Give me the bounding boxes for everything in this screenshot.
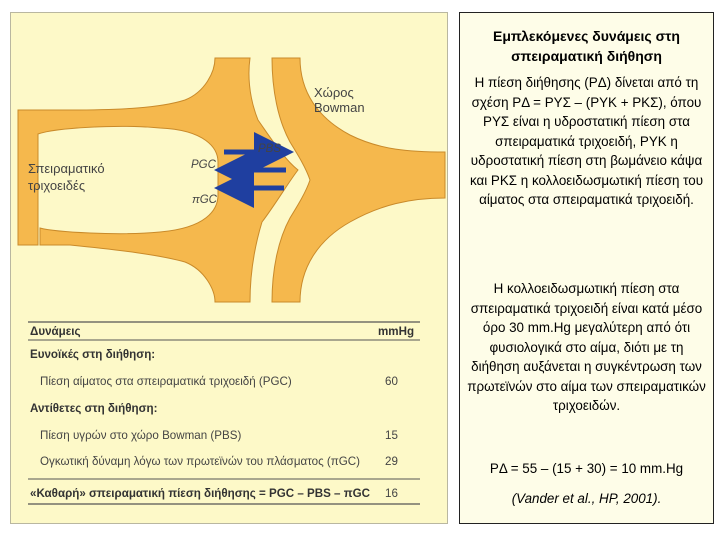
pigc-label: πGC [192,194,217,206]
table-header-unit: mmHg [378,325,415,338]
table-net-label: «Καθαρή» σπειραματική πίεση διήθησης = PGC – PBS – πGC [30,487,370,500]
panel-paragraph-1: Η πίεση διήθησης (PΔ) δίνεται από τη σχέση PΔ = PΥΣ – (PΥΚ + PΚΣ), όπου PΥΣ είναι η υδροστατική πίεση στα σπειραματικά τριχοειδή, PΥΚ η υδροστατική πίεση στη βωμάνειο κάψα και PΚΣ η κολλοειδωσμωτική πίεση του αίματος στα σπειραματικά τριχοειδή. [469,75,704,207]
table-row-value: 60 [385,375,398,388]
table-row-value: 15 [385,429,398,442]
bowman-space-shape [272,58,445,302]
panel-citation: (Vander et al., HP, 2001). [511,491,662,506]
panel-formula: PΔ = 55 – (15 + 30) = 10 mm.Hg [489,461,684,476]
table-row-label: Ογκωτική δύναμη λόγω των πρωτεϊνών του πλάσματος (πGC) [40,455,360,468]
table-header-forces: Δυνάμεις [30,325,81,338]
capillary-label-2: τριχοειδές [28,178,86,193]
table-row-value: 29 [385,455,398,468]
table-favoring-heading: Ευνοϊκές στη διήθηση: [30,348,156,361]
bowman-label-2: Bowman [314,100,365,115]
table-row-label: Πίεση αίματος στα σπειραματικά τριχοειδή (PGC) [40,375,292,388]
panel-title: Εμπλεκόμενες δυνάμεις στη σπειραματική διήθηση [493,28,680,64]
pbs-label: PBS [258,143,282,155]
panel-paragraph-2: Η κολλοειδωσμωτική πίεση στα σπειραματικά τριχοειδή είναι κατά μέσο όρο 30 mm.Hg μεγαλύτερη από ότι φυσιολογικά στο αίμα, διότι με τη διήθηση αυξάνεται η συγκέντρωση των πρωτεϊνών στο αίμα των σπειραματικών τριχοειδών. [467,281,706,413]
table-row-label: Πίεση υγρών στο χώρο Bowman (PBS) [40,429,242,442]
table-net-value: 16 [385,487,398,500]
pgc-label: PGC [191,159,216,171]
table-opposing-heading: Αντίθετες στη διήθηση: [30,402,158,415]
bowman-label-1: Χώρος [314,85,354,100]
capillary-label-1: Σπειραματικό [28,161,105,176]
explanation-panel [459,12,714,524]
